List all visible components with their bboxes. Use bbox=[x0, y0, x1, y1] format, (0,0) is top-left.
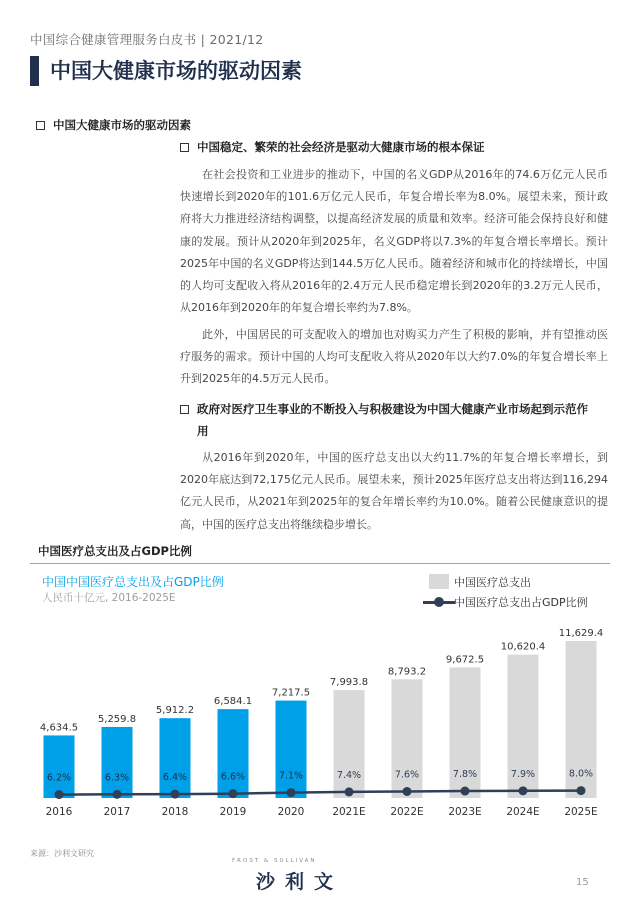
x-tick-label: 2017 bbox=[103, 806, 131, 818]
bar-value-label: 7,993.8 bbox=[329, 677, 369, 689]
gdp-share-label: 7.8% bbox=[452, 769, 478, 781]
legend-label-expenditure: 中国医疗总支出 bbox=[454, 576, 531, 589]
bar-value-label: 11,629.4 bbox=[558, 628, 604, 640]
bar-value-label: 5,912.2 bbox=[155, 705, 195, 717]
gdp-share-line bbox=[59, 791, 581, 795]
gdp-share-point bbox=[55, 790, 64, 799]
x-tick-label: 2019 bbox=[219, 806, 247, 818]
source-note: 来源：沙利文研究 bbox=[30, 849, 94, 858]
title-accent-bar bbox=[30, 56, 39, 86]
gdp-share-label: 7.9% bbox=[510, 768, 536, 780]
x-tick-label: 2023E bbox=[448, 806, 482, 818]
logo-subtext: FROST & SULLIVAN bbox=[232, 858, 317, 864]
chart-title: 中国中国医疗总支出及占GDP比例 bbox=[42, 575, 224, 589]
gdp-share-label: 7.1% bbox=[278, 770, 304, 782]
report-header: 中国综合健康管理服务白皮书 | 2021/12 bbox=[30, 32, 264, 47]
bar-value-label: 8,793.2 bbox=[387, 666, 427, 678]
chart-heading: 中国医疗总支出及占GDP比例 bbox=[38, 544, 192, 558]
paragraph-government-1: 从2016年到2020年，中国的医疗总支出以大约11.7%的年复合增长率增长，到2020年底达到72,175亿元人民币。展望未来，预计2025年医疗总支出将达到116,294亿元人民币，从2021年到2025年的复合年增长率约为10.0%。随着公民健康意识的提高，中国的医疗总支出将继续稳步增长。 bbox=[180, 451, 608, 531]
bar-value-label: 9,672.5 bbox=[445, 654, 485, 666]
gdp-share-label: 7.4% bbox=[336, 769, 362, 781]
checkbox-bullet-icon bbox=[180, 143, 189, 152]
subheading-government-text: 政府对医疗卫生事业的不断投入与积极建设为中国大健康产业市场起到示范作用 bbox=[197, 402, 588, 438]
bar-2018 bbox=[160, 718, 191, 798]
section-heading-text: 中国大健康市场的驱动因素 bbox=[53, 118, 191, 132]
gdp-share-label: 6.2% bbox=[46, 772, 72, 784]
paragraph-economy-2: 此外，中国居民的可支配收入的增加也对购买力产生了积极的影响，并有望推动医疗服务的需求。预计中国的人均可支配收入将从2020年以大约7.0%的年复合增长率上升到2025年的4.5万元人民币。 bbox=[180, 328, 608, 386]
page-title: 中国大健康市场的驱动因素 bbox=[50, 59, 302, 83]
gdp-share-point bbox=[403, 787, 412, 796]
chart-container bbox=[30, 566, 610, 828]
legend-bar-swatch bbox=[429, 574, 449, 589]
page-number: 15 bbox=[576, 877, 589, 888]
subheading-economy bbox=[180, 136, 610, 158]
gdp-share-point bbox=[287, 788, 296, 797]
x-tick-label: 2021E bbox=[332, 806, 366, 818]
bar-2016 bbox=[44, 735, 75, 798]
bar-2019 bbox=[218, 709, 249, 798]
x-tick-label: 2016 bbox=[45, 806, 73, 818]
gdp-share-point bbox=[345, 787, 354, 796]
paragraph-economy-1: 在社会投资和工业进步的推动下，中国的名义GDP从2016年的74.6万亿元人民币快速增长到2020年的101.6万亿元人民币，年复合增长率为8.0%。展望未来，预计政府将大力推进经济结构调整，以提高经济发展的质量和效率。经济可能会保持良好和健康的发展。预计从2020年到2025年，名义GDP将以7.3%的年复合增长率增长。预计2025年中国的名义GDP将达到144.5万亿人民币。随着经济和城市化的持续增长，中国的人均可支配收入将从2016年的2.4万元人民币稳定增长到2020年的3.2万元人民币，从2016年到2020年的年复合增长率约为7.8%。 bbox=[180, 168, 608, 315]
gdp-share-point bbox=[519, 786, 528, 795]
subheading-government bbox=[180, 398, 610, 442]
x-tick-label: 2025E bbox=[564, 806, 598, 818]
gdp-share-label: 7.6% bbox=[394, 769, 420, 781]
x-tick-label: 2022E bbox=[390, 806, 424, 818]
checkbox-bullet-icon bbox=[36, 121, 45, 130]
gdp-share-point bbox=[229, 789, 238, 798]
bar-value-label: 5,259.8 bbox=[97, 713, 137, 725]
x-tick-label: 2024E bbox=[506, 806, 540, 818]
gdp-share-point bbox=[461, 787, 470, 796]
bar-value-label: 6,584.1 bbox=[213, 696, 253, 708]
bar-2017 bbox=[102, 727, 133, 798]
brand-logo: 沙利文 bbox=[256, 871, 344, 893]
gdp-share-label: 6.3% bbox=[104, 772, 130, 784]
checkbox-bullet-icon bbox=[180, 405, 189, 414]
legend-label-gdp-share: 中国医疗总支出占GDP比例 bbox=[454, 596, 588, 609]
gdp-share-label: 8.0% bbox=[568, 768, 594, 780]
x-tick-label: 2020 bbox=[277, 806, 305, 818]
bar-value-label: 7,217.5 bbox=[271, 687, 311, 699]
bar-value-label: 10,620.4 bbox=[500, 641, 546, 653]
chart-subtitle: 人民币十亿元, 2016-2025E bbox=[42, 592, 176, 604]
subheading-economy-text: 中国稳定、繁荣的社会经济是驱动大健康市场的根本保证 bbox=[197, 140, 485, 154]
gdp-share-label: 6.4% bbox=[162, 772, 188, 784]
bar-2021E bbox=[334, 690, 365, 798]
chart-heading-divider bbox=[30, 563, 610, 564]
gdp-share-point bbox=[171, 790, 180, 799]
bar-2020 bbox=[276, 701, 307, 798]
legend-dot-swatch bbox=[434, 597, 444, 607]
gdp-share-label: 6.6% bbox=[220, 771, 246, 783]
gdp-share-point bbox=[113, 790, 122, 799]
x-tick-label: 2018 bbox=[161, 806, 189, 818]
gdp-share-point bbox=[577, 786, 586, 795]
bar-value-label: 4,634.5 bbox=[39, 722, 79, 734]
section-heading bbox=[36, 117, 191, 133]
